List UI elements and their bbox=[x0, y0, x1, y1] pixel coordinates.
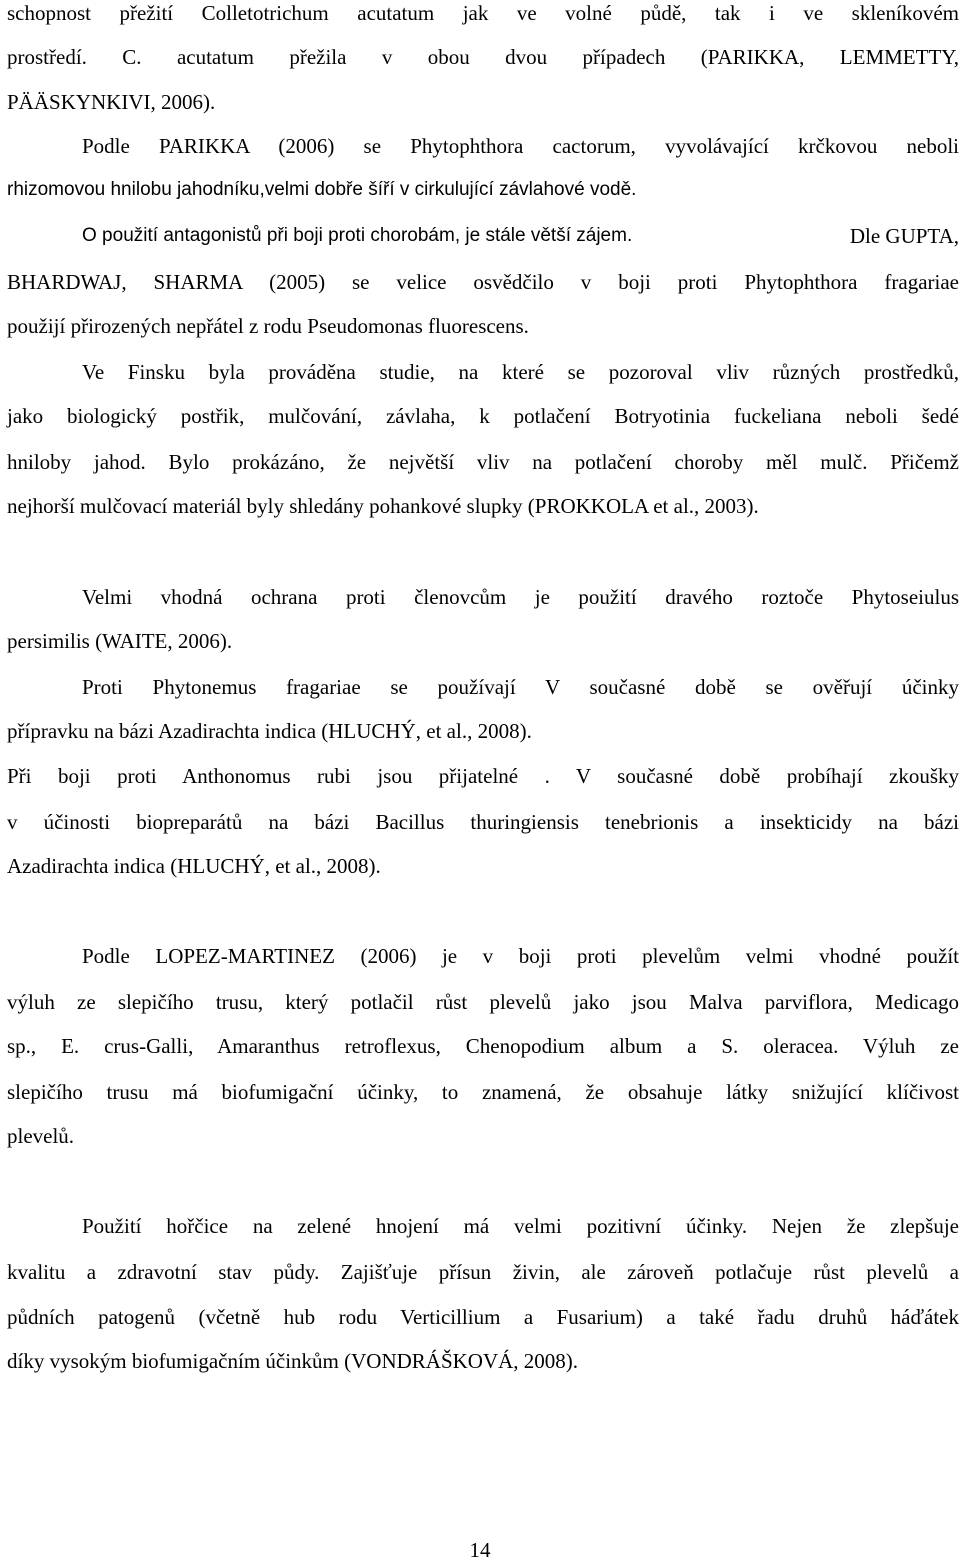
text-line: schopnost přežití Colletotrichum acutatum jak ve volné půdě, tak i ve skleníkovém bbox=[7, 1, 959, 25]
text-line: Proti Phytonemus fragariae se používají V současné době se ověřují účinky bbox=[82, 675, 959, 699]
text-line: PÄÄSKYNKIVI, 2006). bbox=[7, 90, 216, 114]
text-line: výluh ze slepičího trusu, který potlačil růst plevelů jako jsou Malva parviflora, Medicago bbox=[7, 990, 959, 1014]
text-line: Ve Finsku byla prováděna studie, na které se pozoroval vliv různých prostředků, bbox=[82, 360, 959, 384]
text-line: nejhorší mulčovací materiál byly shledány pohankové slupky (PROKKOLA et al., 2003). bbox=[7, 494, 759, 518]
text-line: persimilis (WAITE, 2006). bbox=[7, 629, 233, 653]
text-line: použijí přirozených nepřátel z rodu Pseudomonas fluorescens. bbox=[7, 314, 529, 338]
text-line: sp., E. crus-Galli, Amaranthus retroflexus, Chenopodium album a S. oleracea. Výluh ze bbox=[7, 1034, 959, 1058]
text-line: O použití antagonistů při boji proti chorobám, je stále větší zájem. bbox=[82, 225, 633, 246]
text-line: slepičího trusu má biofumigační účinky, to znamená, že obsahuje látky snižující klíčivost bbox=[7, 1080, 959, 1104]
text-line: přípravku na bázi Azadirachta indica (HLUCHÝ, et al., 2008). bbox=[7, 719, 532, 743]
text-line: Azadirachta indica (HLUCHÝ, et al., 2008). bbox=[7, 854, 381, 878]
text-line: Při boji proti Anthonomus rubi jsou přijatelné . V současné době probíhají zkoušky bbox=[7, 764, 959, 788]
text-line: Dle GUPTA, bbox=[849, 224, 959, 248]
text-line: jako biologický postřik, mulčování, závlaha, k potlačení Botryotinia fuckeliana neboli šedé bbox=[7, 404, 959, 428]
text-line: BHARDWAJ, SHARMA (2005) se velice osvědčilo v boji proti Phytophthora fragariae bbox=[7, 270, 959, 294]
text-line: rhizomovou hnilobu jahodníku,velmi dobře šíří v cirkulující závlahové vodě. bbox=[7, 179, 637, 200]
text-line: v účinosti biopreparátů na bázi Bacillus thuringiensis tenebrionis a insekticidy na bázi bbox=[7, 810, 959, 834]
text-line: Velmi vhodná ochrana proti členovcům je použití dravého roztoče Phytoseiulus bbox=[82, 585, 959, 609]
text-line: díky vysokým biofumigačním účinkům (VONDRÁŠKOVÁ, 2008). bbox=[7, 1349, 579, 1373]
text-line: Použití hořčice na zelené hnojení má velmi pozitivní účinky. Nejen že zlepšuje bbox=[82, 1214, 959, 1238]
text-line: hniloby jahod. Bylo prokázáno, že největší vliv na potlačení choroby měl mulč. Přičemž bbox=[7, 450, 959, 474]
text-line: plevelů. bbox=[7, 1124, 75, 1148]
page-number: 14 bbox=[469, 1538, 491, 1562]
text-line: Podle PARIKKA (2006) se Phytophthora cactorum, vyvolávající krčkovou neboli bbox=[82, 134, 959, 158]
text-line: Podle LOPEZ-MARTINEZ (2006) je v boji proti plevelům velmi vhodné použít bbox=[82, 944, 959, 968]
text-line: kvalitu a zdravotní stav půdy. Zajišťuje přísun živin, ale zároveň potlačuje růst plevelů a bbox=[7, 1260, 959, 1284]
text-line: prostředí. C. acutatum přežila v obou dvou případech (PARIKKA, LEMMETTY, bbox=[7, 45, 959, 69]
text-line: půdních patogenů (včetně hub rodu Verticillium a Fusarium) a také řadu druhů háďátek bbox=[7, 1305, 959, 1329]
